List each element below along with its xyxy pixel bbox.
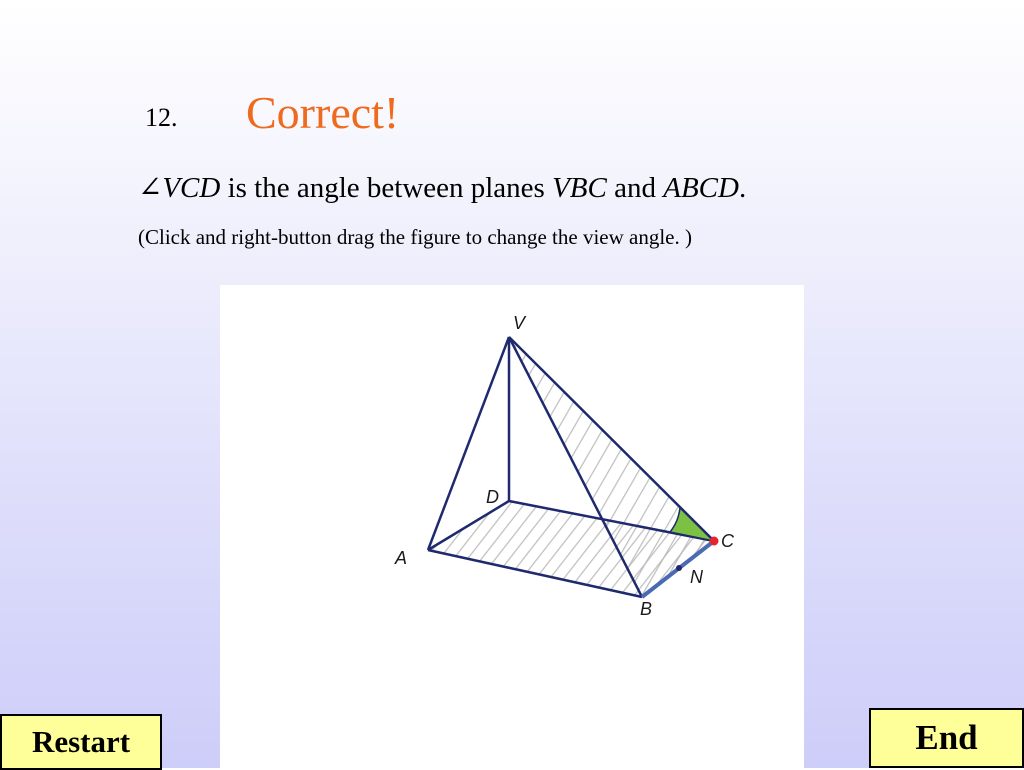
point-c[interactable] xyxy=(710,537,719,546)
label-b: B xyxy=(640,599,653,619)
drag-hint: (Click and right-button drag the figure to change the view angle. ) xyxy=(138,225,692,249)
label-n: N xyxy=(690,567,703,587)
plane-vbc: VBC xyxy=(552,172,607,204)
angle-symbol: ∠ xyxy=(138,172,163,204)
label-v: V xyxy=(513,313,526,333)
end-button[interactable]: End xyxy=(869,708,1024,768)
statement-text-2: and xyxy=(606,172,664,204)
solution-statement xyxy=(138,170,746,205)
point-n[interactable] xyxy=(676,565,682,571)
pyramid-figure[interactable] xyxy=(220,285,804,768)
question-number: 12. xyxy=(145,103,178,132)
result-status: Correct! xyxy=(246,87,400,138)
restart-button[interactable]: Restart xyxy=(0,714,162,770)
label-a: A xyxy=(395,548,408,568)
pyramid-svg[interactable] xyxy=(220,285,804,768)
label-d: D xyxy=(486,487,499,507)
plane-abcd: ABCD xyxy=(663,172,739,204)
angle-name: VCD xyxy=(162,172,221,204)
statement-text-3: . xyxy=(738,172,747,204)
label-c: C xyxy=(721,531,734,551)
statement-text-1: is the angle between planes xyxy=(220,172,553,204)
